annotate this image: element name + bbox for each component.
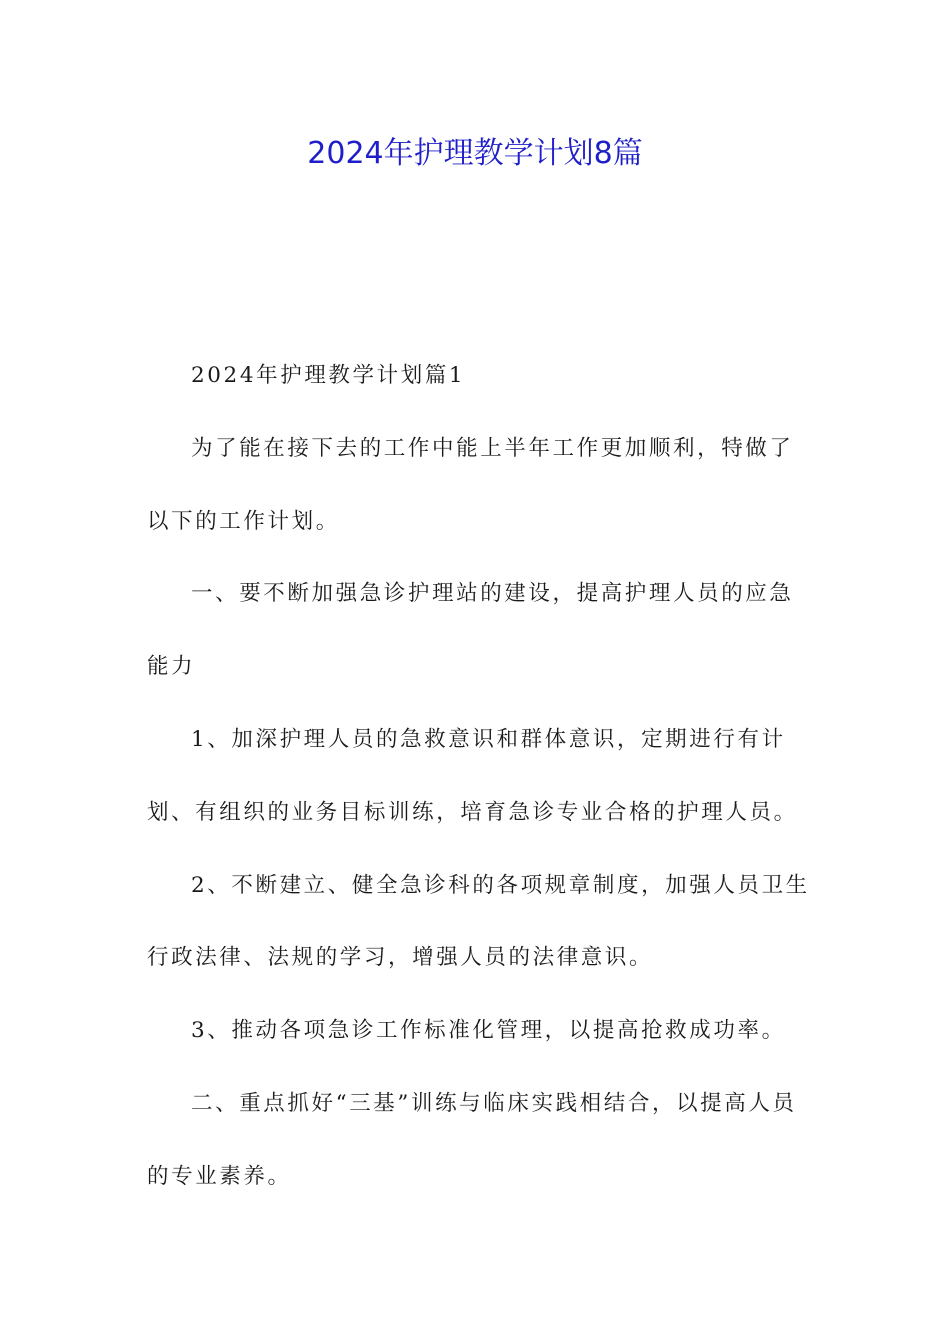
intro-paragraph: 为了能在接下去的工作中能上半年工作更加顺利，特做了以下的工作计划。 <box>147 435 794 534</box>
item-three-paragraph: 3、推动各项急诊工作标准化管理，以提高抢救成功率。 <box>191 1018 786 1044</box>
item-two-paragraph: 2、不断建立、健全急诊科的各项规章制度，加强人员卫生行政法律、法规的学习，增强人员的法律意识。 <box>147 872 810 971</box>
heading-two: 二、重点抓好“三基”训练与临床实践相结合，以提高人员的专业素养。 <box>147 1090 797 1189</box>
heading-one: 一、要不断加强急诊护理站的建设，提高护理人员的应急能力 <box>147 581 794 680</box>
item-one-paragraph: 1、加深护理人员的急救意识和群体意识，定期进行有计划、有组织的业务目标训练，培育急诊专业合格的护理人员。 <box>147 726 798 825</box>
page-title: 2024年护理教学计划8篇 <box>307 136 643 171</box>
document-body <box>147 340 811 1214</box>
section-heading: 2024年护理教学计划篇1 <box>191 363 466 388</box>
